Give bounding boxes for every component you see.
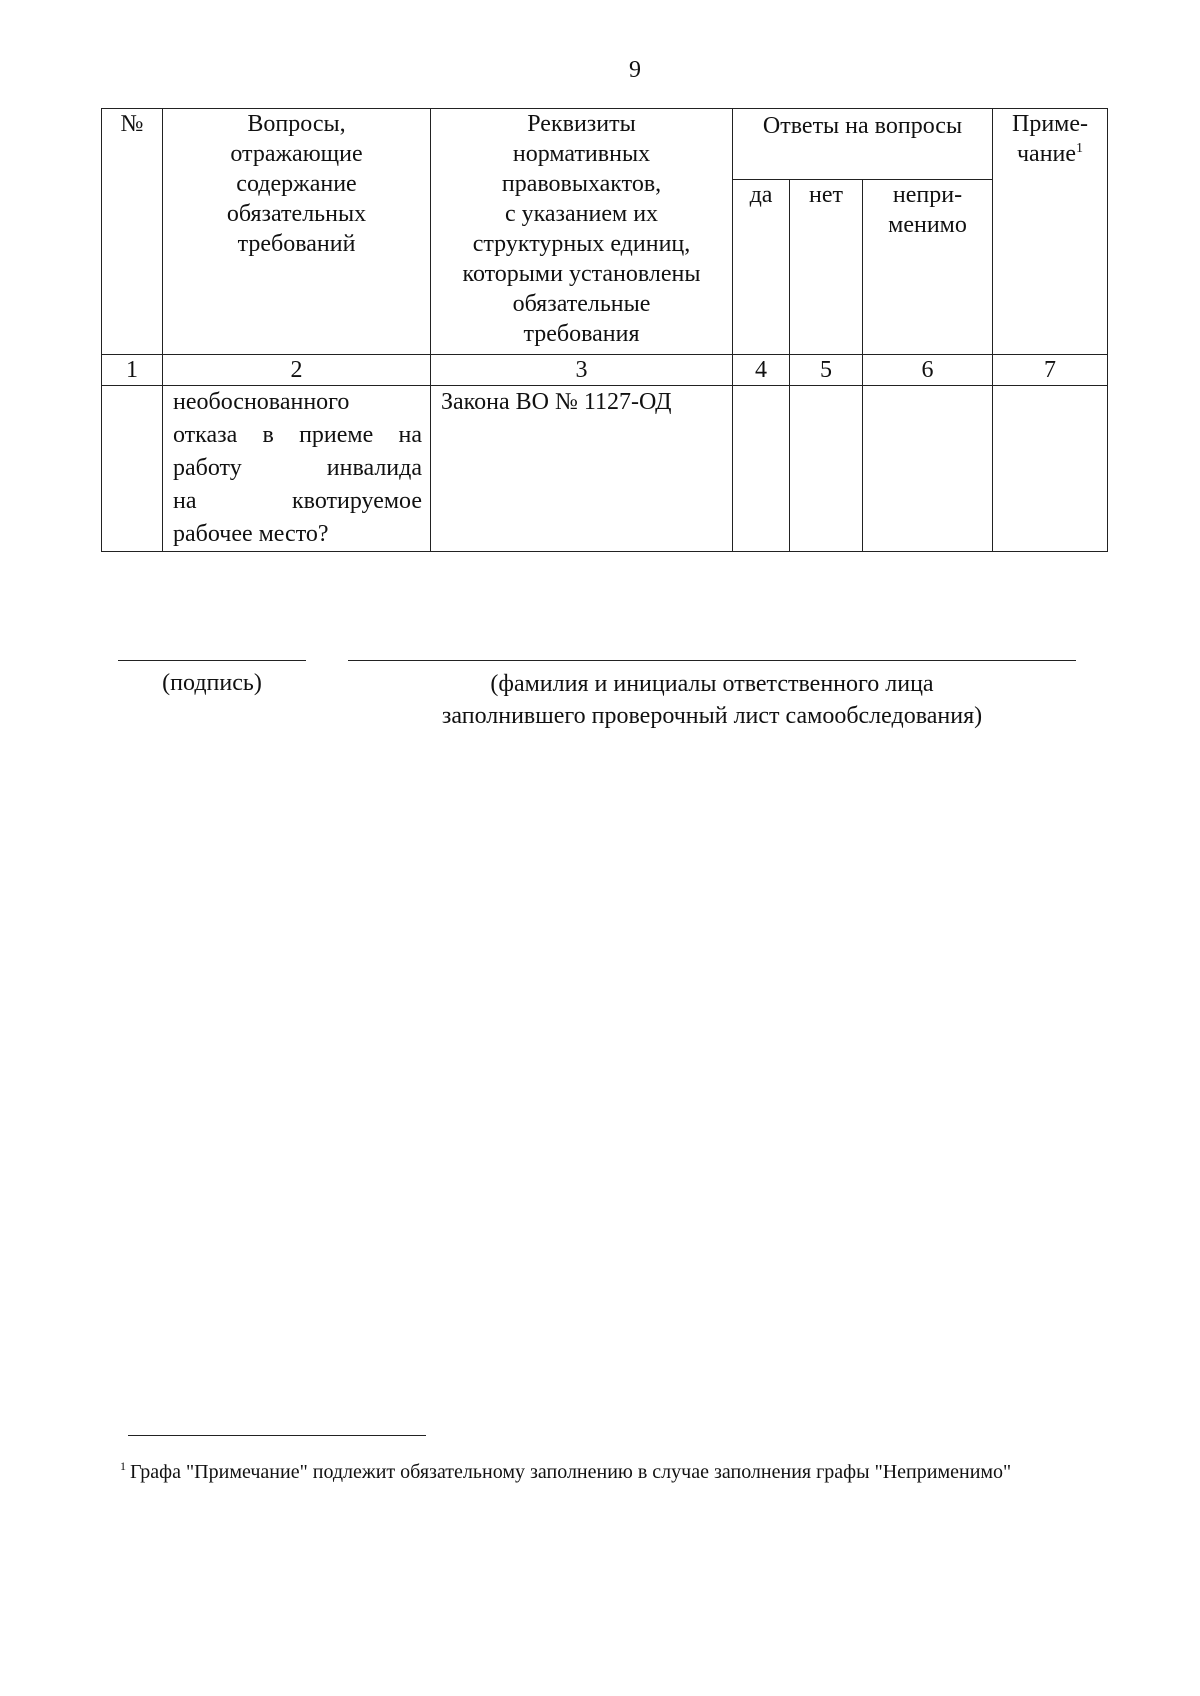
footnote-separator [128, 1435, 426, 1436]
header-number-label: № [120, 111, 144, 137]
checklist-table [101, 108, 1108, 552]
header-note-line: Приме- [1011, 111, 1088, 137]
header-number [102, 109, 163, 355]
header-requisites [431, 109, 733, 355]
header-questions-line: содержание [236, 171, 357, 197]
header-not-applicable-line: менимо [888, 212, 967, 238]
name-caption [348, 668, 1076, 732]
question-line: необоснованного [173, 389, 350, 415]
row-number-cell [102, 386, 163, 552]
header-requisites-line: нормативных [512, 141, 651, 167]
header-no [790, 180, 863, 355]
question-line: рабочее место? [173, 521, 329, 547]
signature-caption: (подпись) [162, 670, 262, 696]
requisites-text: Закона ВО № 1127-ОД [441, 389, 672, 415]
row-not-applicable-cell[interactable] [863, 386, 993, 552]
column-number: 6 [863, 355, 993, 386]
column-number: 2 [163, 355, 431, 386]
table-row [102, 386, 1108, 552]
table-header-row [102, 109, 1108, 180]
header-questions [163, 109, 431, 355]
header-requisites-line: структурных единиц, [472, 231, 691, 257]
header-yes [733, 180, 790, 355]
row-note-cell[interactable] [993, 386, 1108, 552]
header-note [993, 109, 1108, 355]
header-answers-label: Ответы на вопросы [762, 113, 963, 139]
header-requisites-line: с указанием их [504, 201, 659, 227]
header-not-applicable-line: непри- [892, 182, 963, 208]
footnote [120, 1460, 1120, 1484]
footnote-text: Графа "Примечание" подлежит обязательному заполнению в случае заполнения графы "Неприменимо" [130, 1461, 1012, 1483]
row-question-cell [163, 386, 431, 552]
header-answers-group [733, 109, 993, 180]
column-number: 1 [102, 355, 163, 386]
signature-line[interactable] [118, 660, 306, 661]
question-line: отказа в приеме на [173, 422, 422, 448]
column-number: 4 [733, 355, 790, 386]
footnote-number: 1 [120, 1459, 126, 1474]
header-not-applicable [863, 180, 993, 355]
header-requisites-line: Реквизиты [527, 111, 636, 137]
name-caption-line: заполнившего проверочный лист самообследования) [441, 703, 983, 729]
header-questions-line: требований [237, 231, 356, 257]
header-no-label: нет [809, 182, 843, 208]
header-note-line [993, 139, 1107, 169]
column-number: 7 [993, 355, 1108, 386]
page-number: 9 [629, 57, 641, 83]
row-yes-cell[interactable] [733, 386, 790, 552]
column-numbers-row [102, 355, 1108, 386]
row-requisites-cell [431, 386, 733, 552]
name-line[interactable] [348, 660, 1076, 661]
footnote-mark: 1 [1076, 141, 1084, 156]
row-no-cell[interactable] [790, 386, 863, 552]
header-questions-line: обязательных [226, 201, 367, 227]
question-line: на квотируемое [173, 488, 422, 514]
header-note-text: чание [1016, 141, 1077, 167]
column-number: 3 [431, 355, 733, 386]
header-questions-line: отражающие [230, 141, 363, 167]
question-line: работу инвалида [173, 455, 422, 481]
header-yes-label: да [749, 182, 773, 208]
header-requisites-line: обязательные [512, 291, 651, 317]
column-number: 5 [790, 355, 863, 386]
name-caption-line: (фамилия и инициалы ответственного лица [490, 671, 934, 697]
header-requisites-line: требования [523, 321, 640, 347]
header-requisites-line: правовыхактов, [501, 171, 662, 197]
header-requisites-line: которыми установлены [462, 261, 701, 287]
header-questions-line: Вопросы, [247, 111, 346, 137]
